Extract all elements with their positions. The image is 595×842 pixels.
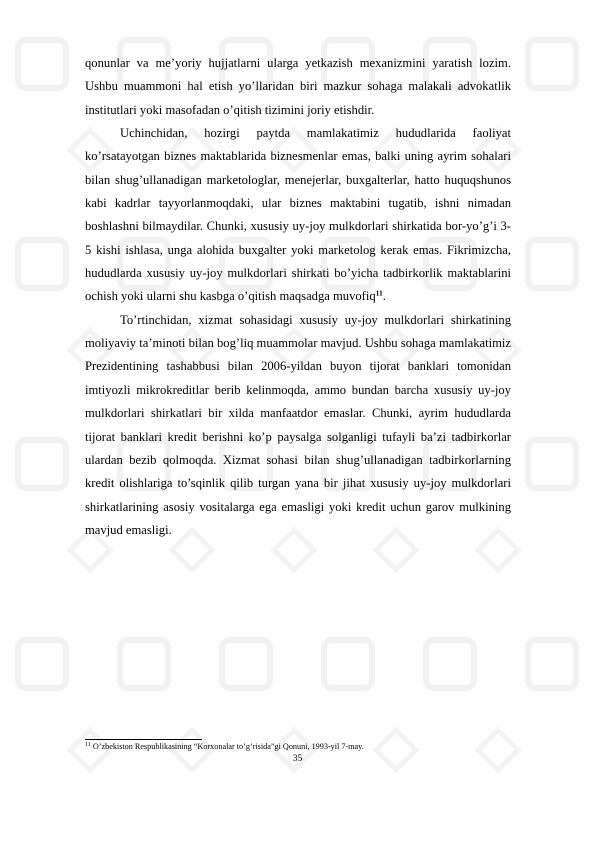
footnote-reference[interactable]: 11: [375, 288, 383, 298]
paragraph-text: To’rtinchidan, xizmat sohasidagi xususiy uy-joy mulkdorlari shirkatining moliyaviy ta’minoti bilan bog’liq muammolar mavjud. Ushbu sohaga mamlakatimiz Prezidentining tashabbusi bilan 2006-yildan buyon tijorat banklari tomonidan imtiyozli mikrokreditlar berib kelinmoqda, ammo bundan barcha xususiy uy-joy mulkdorlari shirkatlari bir xilda manfaatdor emaslar. Chunki, ayrim hududlarda tijorat banklari kredit berishni ko’p paysalga solganligi tufayli ba’zi tadbirkorlar ulardan bezib qolmoqda. Xizmat sohasi bilan shug’ullanadigan tadbirkorlarning kredit olishlariga to’sqinlik qilib turgan yana bir jihat xususiy uy-joy mulkdorlari shirkatlarining asosiy vositalarga ega emasligi yoki kredit uchun garov mulkining mavjud emasligi.: [85, 312, 511, 537]
paragraph-text: Uchinchidan, hozirgi paytda mamlakatimiz hududlarida faoliyat ko’rsatayotgan biznes maktablarida biznesmenlar emas, balki uning ayrim sohalari bilan shug’ullanadigan marketologlar, menejerlar, buxgalterlar, hatto huquqshunos kabi kadrlar tayyorlanmoqdaki, ular biznes maktabini tugatib, ishni nimadan boshlashni bilmaydilar. Chunki, xususiy uy-joy mulkdorlari shirkatida bor-yo’g’i 3-5 kishi ishlasa, unga alohida buxgalter yoki marketolog kerak emas. Fikrimizcha, hududlarda xususiy uy-joy mulkdorlari shirkati bo’yicha tadbirkorlik maktablarini ochish yoki ularni shu kasbga o’qitish maqsadga muvofiq: [85, 126, 511, 304]
page-number: 35: [292, 754, 303, 764]
paragraph-end-punctuation: .: [382, 289, 386, 304]
paragraph-continuation: [85, 52, 511, 122]
paragraph-uchinchidan: [85, 122, 511, 309]
paragraph-text: qonunlar va me’yoriy hujjatlarni ularga yetkazish mexanizmini yaratish lozim. Ushbu muammoni hal etish yo’llaridan biri mazkur sohaga malakali advokatlik institutlari yoki masofadan o’qitish tizimini joriy etishdir.: [85, 56, 511, 117]
page-body: [85, 52, 511, 542]
footnote: [85, 742, 364, 752]
paragraph-tortinchidan: [85, 309, 511, 542]
footnote-number: 11: [85, 742, 91, 748]
footnote-text: O’zbekiston Respublikasining “Korxonalar to’g’risida”gi Qonuni, 1993-yil 7-may.: [90, 742, 364, 751]
footnote-separator: [85, 739, 202, 740]
